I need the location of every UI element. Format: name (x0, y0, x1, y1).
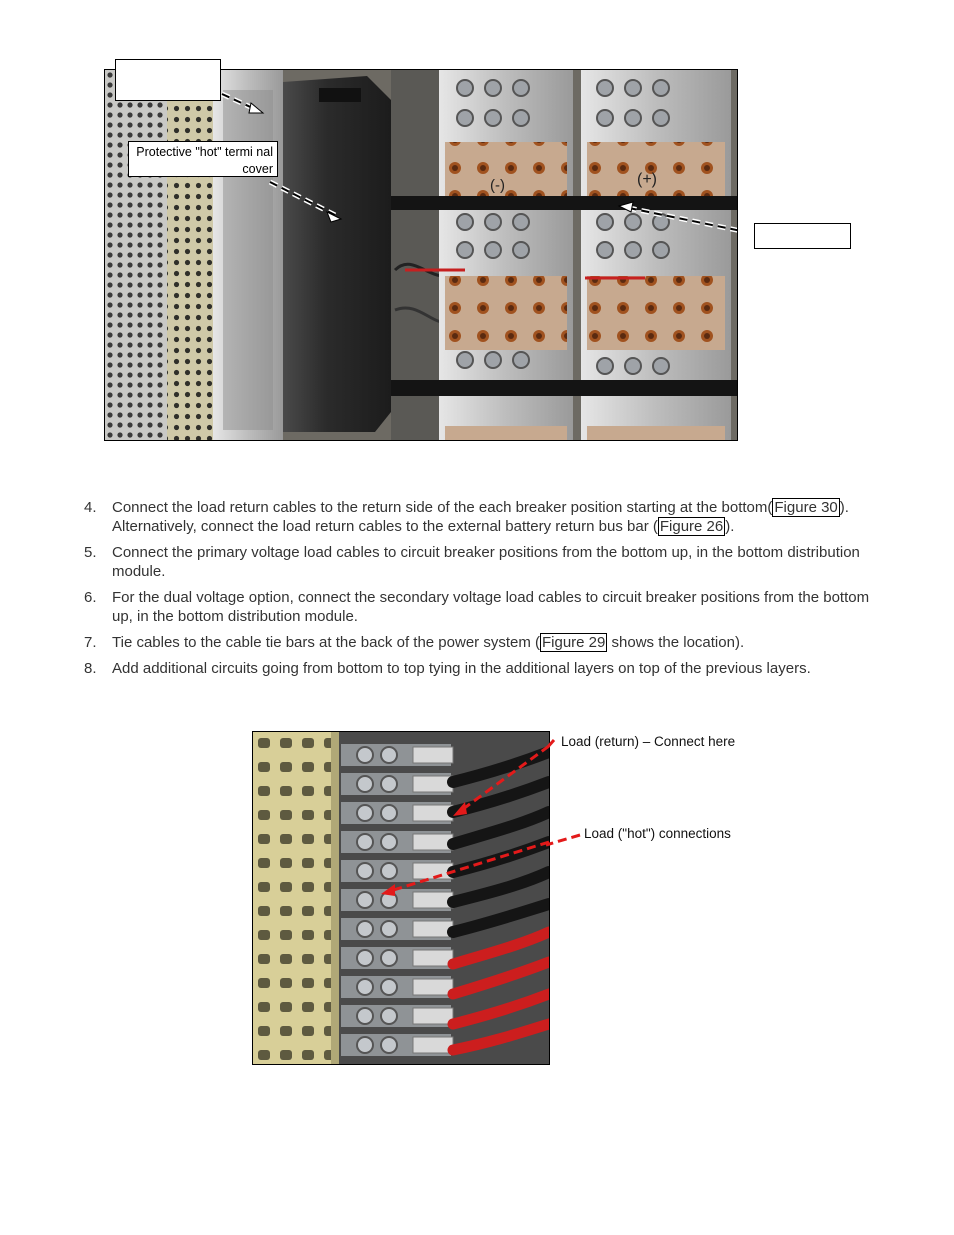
polarity-minus-label: (-) (490, 177, 505, 194)
terminal-bolt (381, 805, 397, 821)
label-load-hot: Load ("hot") connections (584, 826, 731, 841)
callout-hot-terminal-cover: Protective "hot" termi nal cover (128, 141, 278, 177)
cable-lug (413, 834, 453, 850)
breaker-panel-photo (105, 70, 737, 440)
step-number: 7. (84, 634, 97, 651)
step-7 (84, 633, 874, 652)
cable-lug (413, 979, 453, 995)
terminal-bolt (357, 1008, 373, 1024)
step-text: Connect the primary voltage load cables to circuit breaker positions from the bottom up, in the bottom distribution module. (112, 544, 860, 580)
callout-pointer-lines (540, 735, 590, 855)
figure-top-photo (104, 69, 738, 441)
terminal-bolt (357, 863, 373, 879)
figure-26-link[interactable]: Figure 26 (659, 518, 724, 535)
terminal-bolt (381, 834, 397, 850)
terminal-bolt (381, 747, 397, 763)
cable-lug (413, 1037, 453, 1053)
callout-right-blank (754, 223, 851, 249)
terminal-bolt (381, 979, 397, 995)
terminal-bolt (357, 1037, 373, 1053)
terminal-bolt (357, 747, 373, 763)
step-8 (84, 659, 874, 678)
step-text: shows the location). (607, 634, 745, 651)
step-5 (84, 543, 874, 581)
terminal-bolt (357, 776, 373, 792)
cable-lug (413, 921, 453, 937)
step-number: 8. (84, 660, 97, 677)
step-text: Connect the load return cables to the return side of the each breaker position starting at the bottom( (112, 499, 773, 516)
step-text: Tie cables to the cable tie bars at the back of the power system ( (112, 634, 540, 651)
step-6 (84, 588, 874, 626)
terminal-bolt (357, 892, 373, 908)
terminal-bolt (357, 834, 373, 850)
step-text: For the dual voltage option, connect the secondary voltage load cables to circuit breaker positions from the bottom up, in the bottom distribution module. (112, 589, 870, 625)
figure-30-link[interactable]: Figure 30 (774, 499, 838, 516)
cable-lug (413, 1008, 453, 1024)
terminal-bolt (357, 950, 373, 966)
cable-lug (413, 950, 453, 966)
terminal-bolt (357, 921, 373, 937)
step-text: ). (725, 518, 735, 535)
step-number: 4. (84, 499, 97, 516)
step-4 (84, 498, 874, 536)
polarity-plus-label: (+) (637, 171, 657, 188)
terminal-bolt (381, 1008, 397, 1024)
terminal-bolt (381, 950, 397, 966)
cable-lug (413, 776, 453, 792)
load-connections-photo (253, 732, 549, 1064)
figure-bottom-photo (252, 731, 550, 1065)
step-text: ). Alternatively, connect the load return cables to the external battery return bus bar ( (112, 499, 849, 535)
label-load-return: Load (return) – Connect here (561, 734, 736, 749)
instruction-steps (84, 498, 874, 685)
terminal-bolt (357, 979, 373, 995)
step-number: 5. (84, 544, 97, 561)
terminal-bolt (381, 921, 397, 937)
cable-lug (413, 805, 453, 821)
cable-lug (413, 892, 453, 908)
terminal-bolt (381, 776, 397, 792)
step-number: 6. (84, 589, 97, 606)
step-text: Add additional circuits going from bottom to top tying in the additional layers on top of the previous layers. (112, 660, 811, 677)
figure-29-link[interactable]: Figure 29 (542, 634, 606, 651)
callout-top-blank (115, 59, 221, 101)
cable-lug (413, 747, 453, 763)
cable-lug (413, 863, 453, 879)
terminal-bolt (381, 863, 397, 879)
terminal-bolt (381, 1037, 397, 1053)
terminal-bolt (357, 805, 373, 821)
